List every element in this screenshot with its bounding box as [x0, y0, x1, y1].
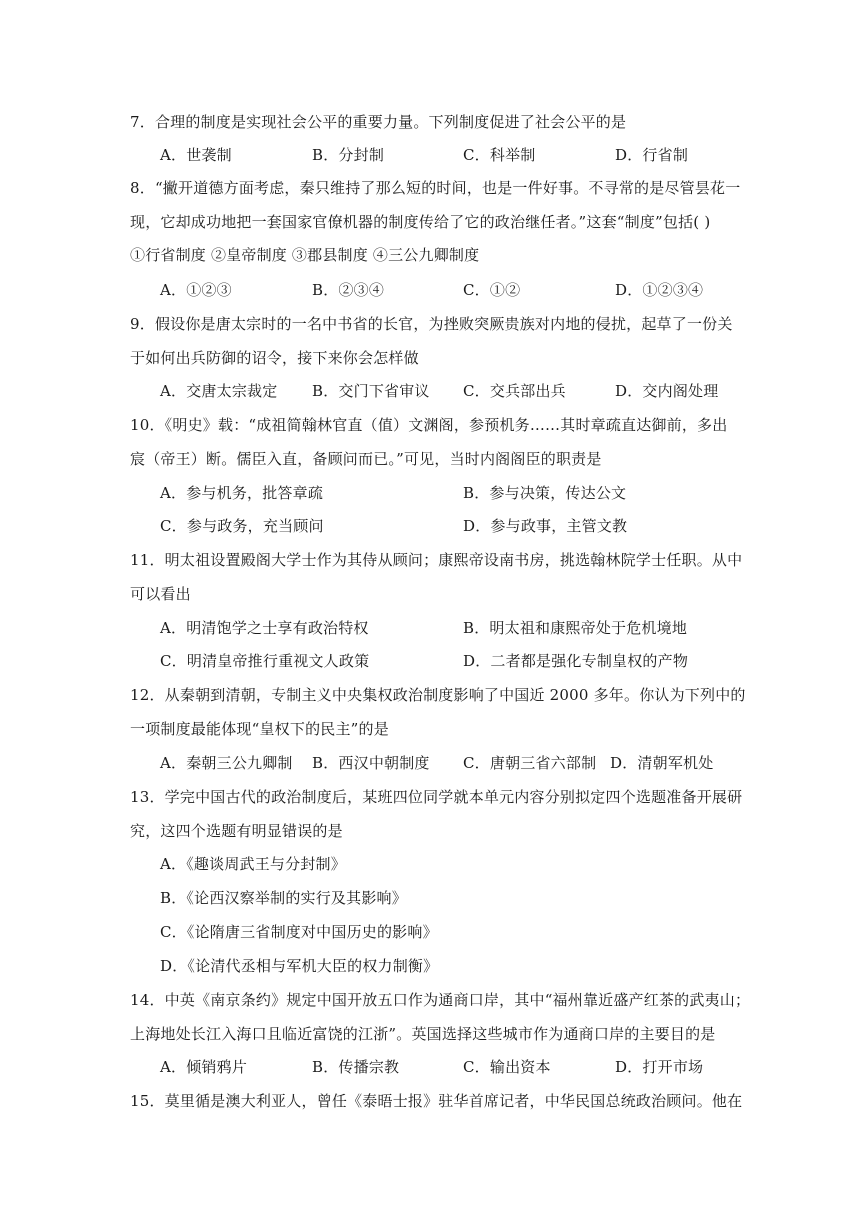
question-11-stem-line-2: 可以看出: [130, 585, 191, 603]
question-14-stem-line-1: 14．中英《南京条约》规定中国开放五口作为通商口岸，其中“福州靠近盛产红茶的武夷山；: [130, 991, 751, 1009]
question-7-option-d: D．行省制: [615, 146, 689, 164]
question-11-option-c: C．明清皇帝推行重视文人政策: [160, 652, 370, 670]
question-13-option-d: D．《论清代丞相与军机大臣的权力制衡》: [160, 957, 439, 975]
question-12-option-a: A．秦朝三公九卿制: [160, 754, 293, 772]
question-13-option-b: B．《论西汉察举制的实行及其影响》: [160, 889, 407, 907]
question-9-option-a: A．交唐太宗裁定: [160, 382, 278, 400]
question-7-option-b: B．分封制: [312, 146, 385, 164]
question-9-option-c: C．交兵部出兵: [463, 382, 566, 400]
question-14-option-a: A．倾销鸦片: [160, 1058, 248, 1076]
question-8-choices-line: ①行省制度 ②皇帝制度 ③郡县制度 ④三公九卿制度: [130, 246, 480, 264]
question-10-option-b: B．参与决策，传达公文: [463, 484, 627, 502]
question-13-option-c: C．《论隋唐三省制度对中国历史的影响》: [160, 923, 438, 941]
question-15-stem-line-1: 15．莫里循是澳大利亚人，曾任《泰晤士报》驻华首席记者，中华民国总统政治顾问。他在: [130, 1092, 743, 1110]
question-8-option-b: B．②③④: [312, 281, 385, 299]
question-12-option-d: D．清朝军机处: [610, 754, 714, 772]
question-14-stem-line-2: 上海地处长江入海口且临近富饶的江浙”。英国选择这些城市作为通商口岸的主要目的是: [130, 1025, 716, 1043]
question-12-option-c: C．唐朝三省六部制: [463, 754, 597, 772]
question-14-option-c: C．输出资本: [463, 1058, 551, 1076]
question-11-option-a: A．明清饱学之士享有政治特权: [160, 619, 369, 637]
question-7-option-a: A．世袭制: [160, 146, 232, 164]
question-9-stem-line-2: 于如何出兵防御的诏令，接下来你会怎样做: [130, 349, 419, 367]
question-14-option-b: B．传播宗教: [312, 1058, 400, 1076]
question-8-option-d: D．①②③④: [615, 281, 704, 299]
question-8-option-c: C．①②: [463, 281, 521, 299]
question-10-stem-line-1: 10．《明史》载：“成祖简翰林官直（值）文渊阁，参预机务……其时章疏直达御前，多出: [130, 416, 728, 434]
question-7-stem: 7．合理的制度是实现社会公平的重要力量。下列制度促进了社会公平的是: [130, 113, 627, 131]
question-11-stem-line-1: 11．明太祖设置殿阁大学士作为其侍从顾问；康熙帝设南书房，挑选翰林院学士任职。从中: [130, 551, 743, 569]
question-8-option-a: A．①②③: [160, 281, 232, 299]
question-8-stem-line-1: 8．“撇开道德方面考虑，秦只维持了那么短的时间，也是一件好事。不寻常的是尽管昙花一: [130, 179, 741, 197]
question-11-option-b: B．明太祖和康熙帝处于危机境地: [463, 619, 688, 637]
question-11-option-d: D．二者都是强化专制皇权的产物: [463, 652, 689, 670]
question-10-option-a: A．参与机务，批答章疏: [160, 484, 324, 502]
question-12-option-b: B．西汉中朝制度: [312, 754, 430, 772]
question-13-stem-line-1: 13．学完中国古代的政治制度后，某班四位同学就本单元内容分别拟定四个选题准备开展研: [130, 788, 743, 806]
question-12-stem-line-1: 12．从秦朝到清朝，专制主义中央集权政治制度影响了中国近 2000 多年。你认为下列中的: [130, 686, 746, 704]
question-9-stem-line-1: 9．假设你是唐太宗时的一名中书省的长官，为挫败突厥贵族对内地的侵扰，起草了一份关: [130, 315, 733, 333]
question-10-option-d: D．参与政事，主管文教: [463, 517, 628, 535]
question-13-stem-line-2: 究，这四个选题有明显错误的是: [130, 822, 343, 840]
question-9-option-d: D．交内阁处理: [615, 382, 719, 400]
question-9-option-b: B．交门下省审议: [312, 382, 430, 400]
question-13-option-a: A．《趣谈周武王与分封制》: [160, 855, 346, 873]
question-10-stem-line-2: 宸（帝王）断。儒臣入直，备顾问而已。”可见，当时内阁阁臣的职责是: [130, 450, 602, 468]
question-8-stem-line-2: 现，它却成功地把一套国家官僚机器的制度传给了它的政治继任者。”这套“制度”包括( ): [130, 213, 711, 231]
question-14-option-d: D．打开市场: [615, 1058, 704, 1076]
question-7-option-c: C．科举制: [463, 146, 536, 164]
question-12-stem-line-2: 一项制度最能体现“皇权下的民主”的是: [130, 720, 389, 738]
question-10-option-c: C．参与政务，充当顾问: [160, 517, 324, 535]
